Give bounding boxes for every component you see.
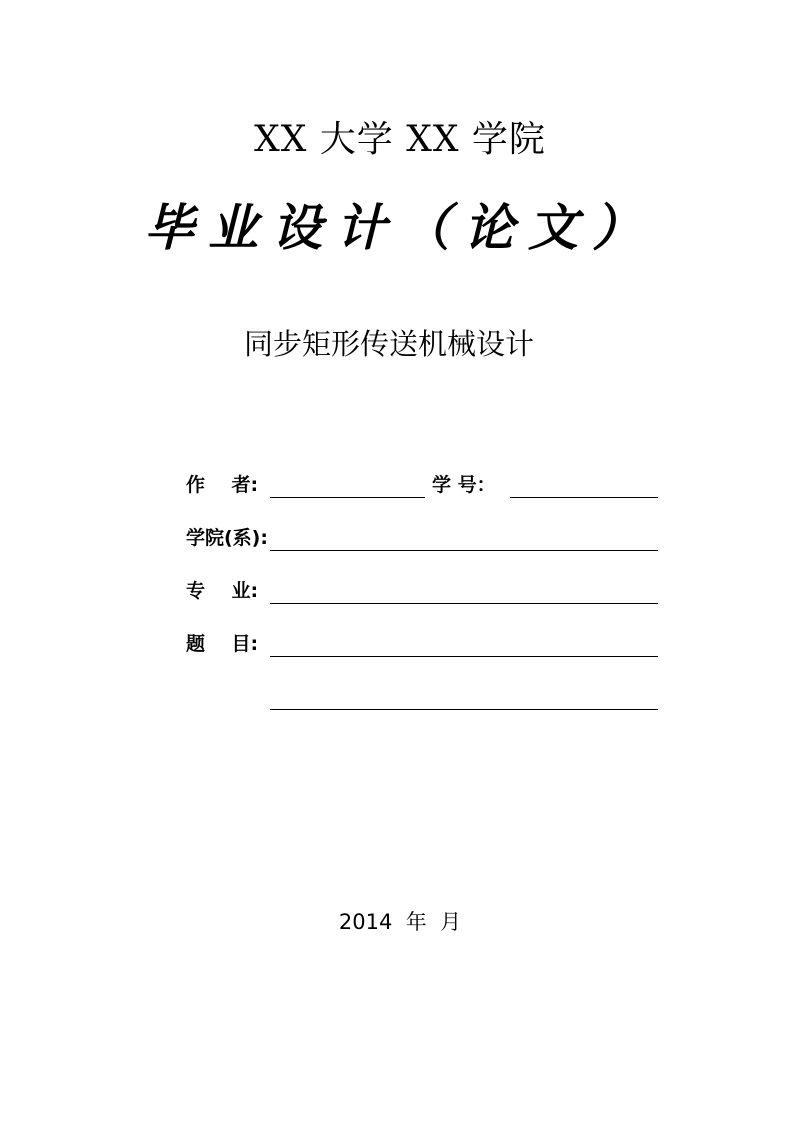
college-blank-line [270, 550, 658, 551]
major-label: 专 业: [186, 580, 259, 602]
college-label: 学院(系): [186, 527, 268, 549]
student-id-label: 学 号： [432, 474, 496, 496]
author-blank-line [270, 497, 425, 498]
topic-blank-line [270, 656, 658, 657]
topic-label: 题 目: [186, 633, 259, 655]
thesis-type-title: 毕业设计（论文） [144, 198, 656, 257]
author-label: 作 者: [186, 474, 259, 496]
project-title: 同步矩形传送机械设计 [244, 327, 535, 361]
submission-date: 2014 年 月 [338, 910, 462, 934]
major-blank-line [270, 603, 658, 604]
student-id-blank-line [510, 497, 658, 498]
university-college-heading: XX 大学 XX 学院 [254, 119, 546, 160]
topic-blank-line-second [270, 709, 658, 710]
